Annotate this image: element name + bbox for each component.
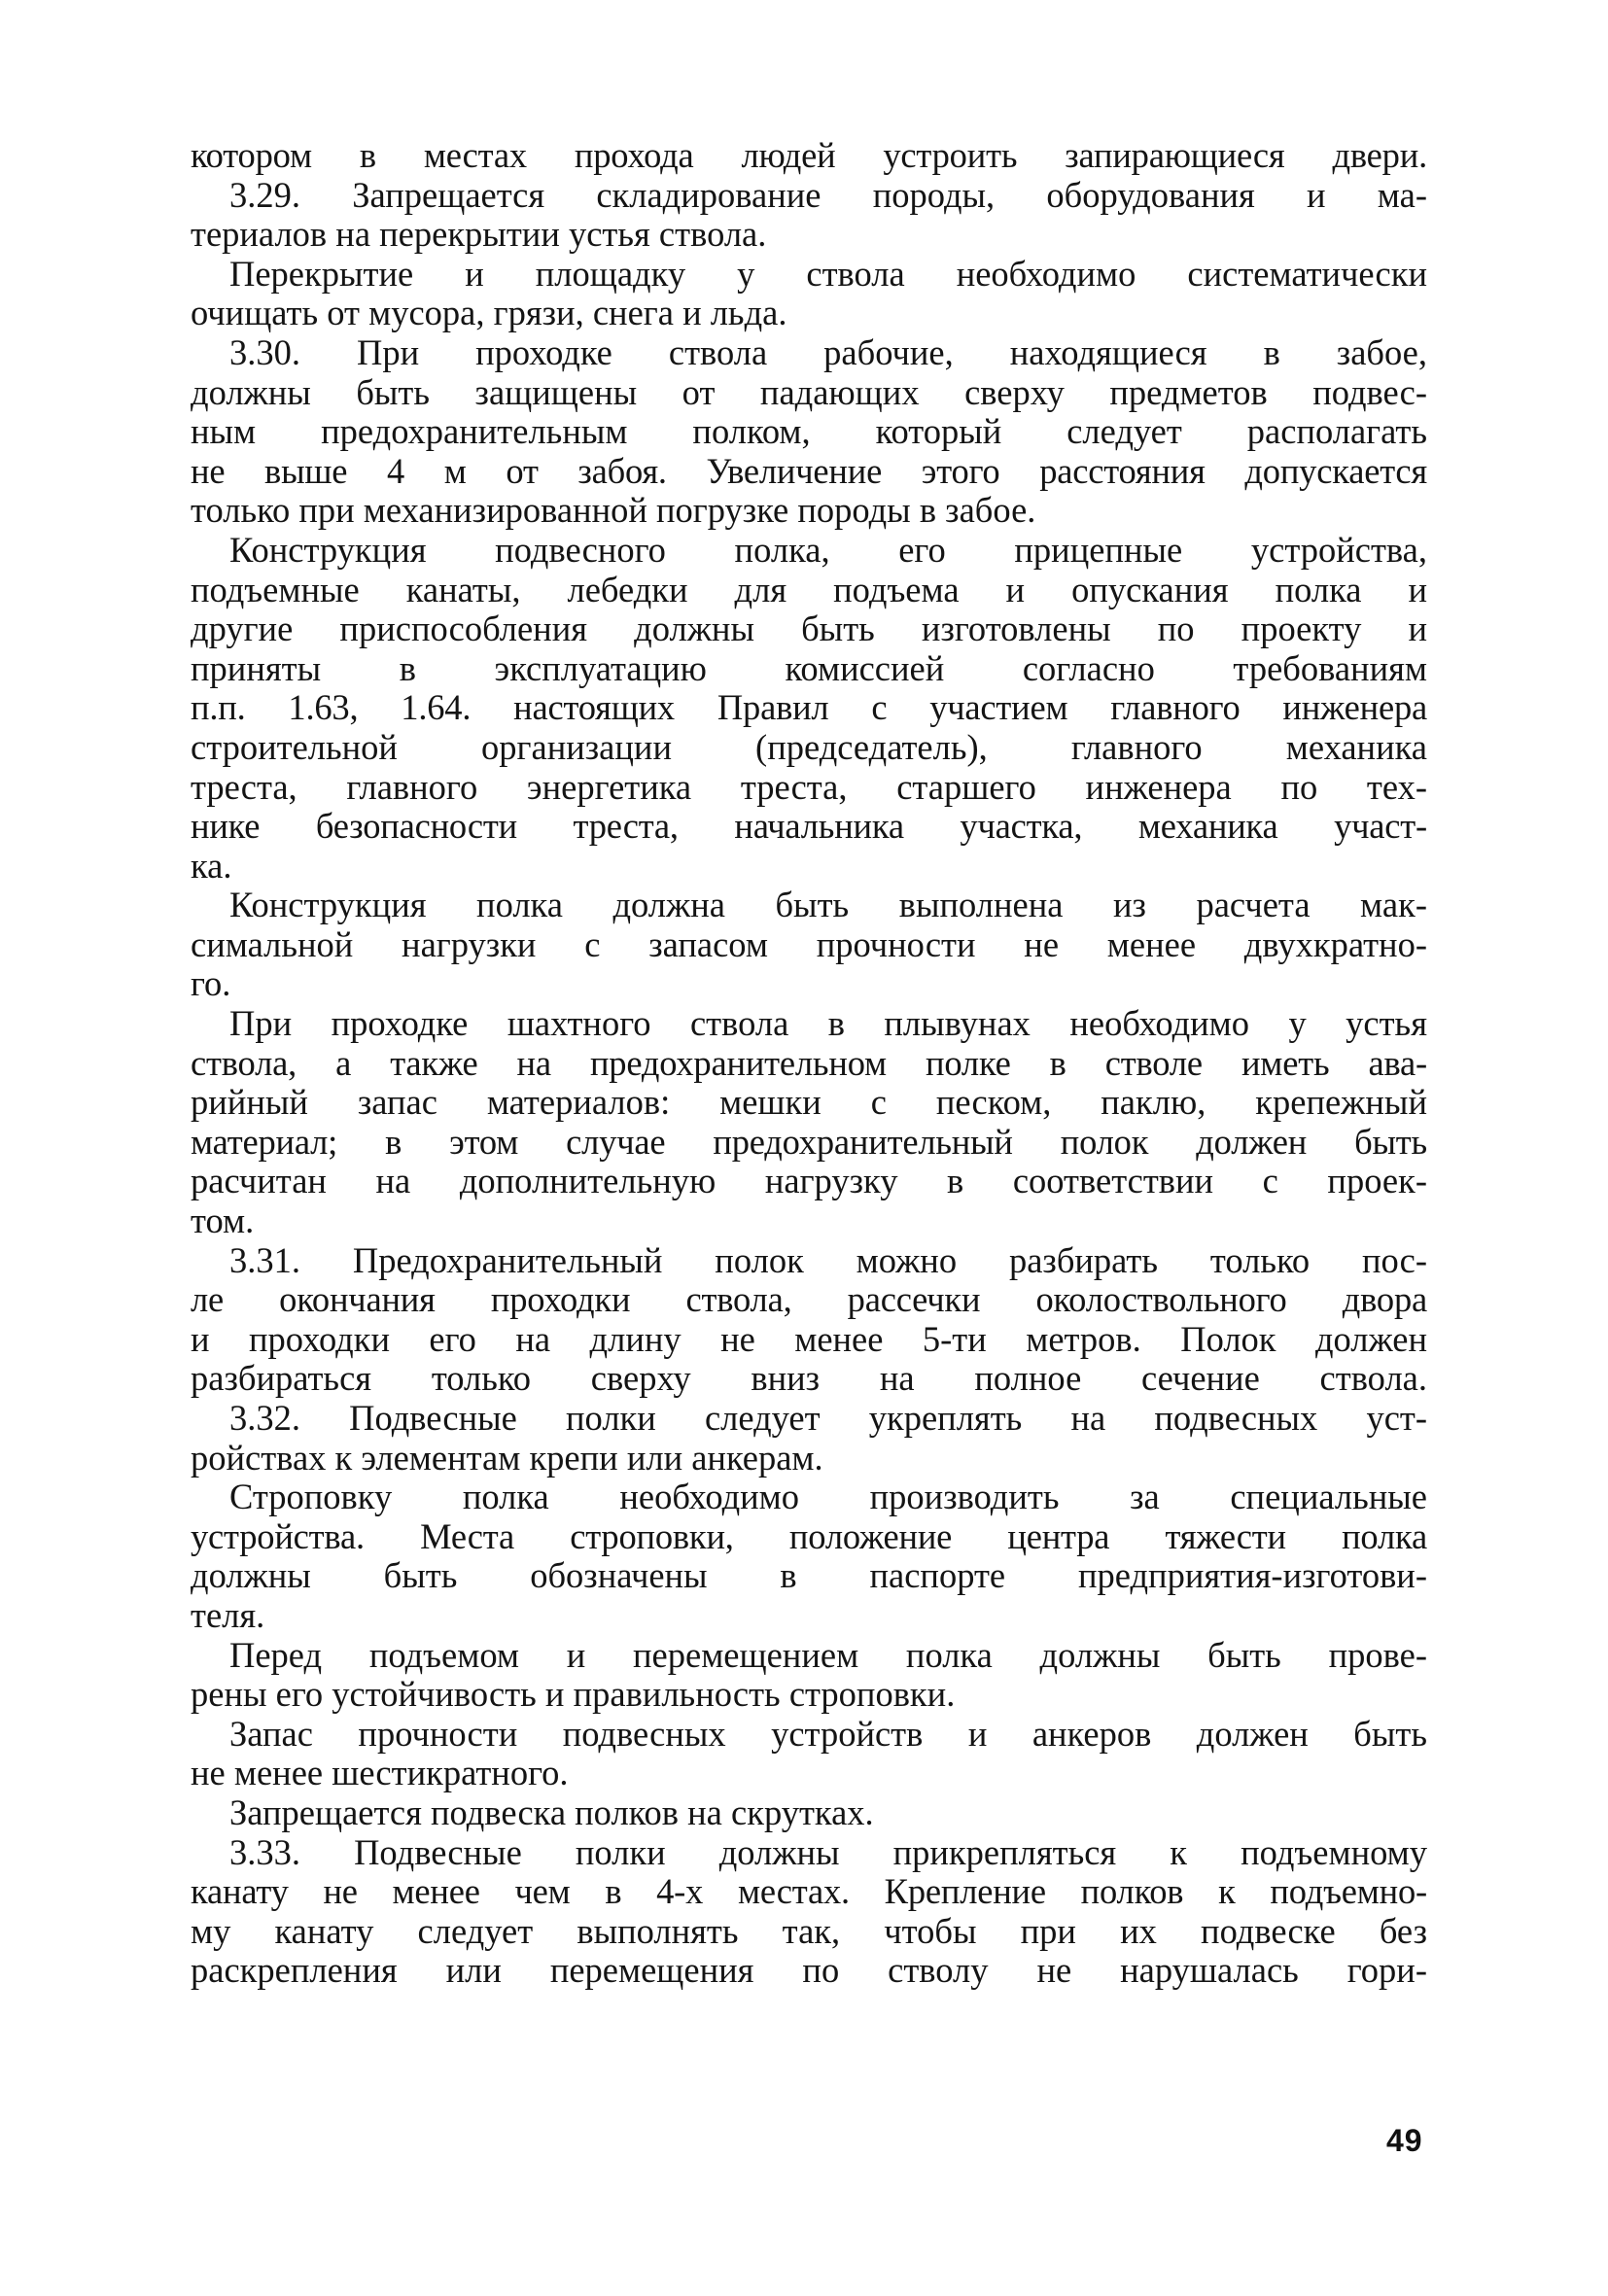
text-line: 3.30. При проходке ствола рабочие, находящиеся в забое, — [229, 331, 1427, 372]
text-line: ствола, а также на предохранительном полке в стволе иметь ава- — [191, 1042, 1427, 1083]
text-line: рены его устойчивость и правильность строповки. — [191, 1674, 956, 1715]
text-line: нике безопасности треста, начальника участка, механика участ- — [191, 806, 1427, 847]
text-line: теля. — [191, 1594, 265, 1635]
text-line: другие приспособления должны быть изготовлены по проекту и — [191, 609, 1427, 649]
text-line: должны быть обозначены в паспорте предприятия-изготови- — [191, 1555, 1427, 1596]
text-line: разбираться только сверху вниз на полное сечение ствола. — [191, 1358, 1427, 1399]
text-line: Запас прочности подвесных устройств и анкеров должен быть — [229, 1713, 1427, 1754]
text-line: 3.31. Предохранительный полок можно разбирать только пос- — [229, 1239, 1427, 1280]
text-line: материал; в этом случае предохранительный полок должен быть — [191, 1121, 1427, 1162]
text-line: При проходке шахтного ствола в плывунах необходимо у устья — [229, 1003, 1427, 1044]
document-page — [191, 136, 1427, 1991]
text-line: ка. — [191, 845, 232, 886]
text-line: ройствах к элементам крепи или анкерам. — [191, 1437, 823, 1478]
text-line: 3.32. Подвесные полки следует укреплять на подвесных уст- — [229, 1398, 1427, 1438]
text-line: канату не менее чем в 4-х местах. Крепление полков к подъемно- — [191, 1871, 1427, 1912]
text-line: расчитан на дополнительную нагрузку в соответствии с проек- — [191, 1161, 1427, 1201]
text-line: треста, главного энергетика треста, старшего инженера по тех- — [191, 766, 1427, 807]
text-line: Строповку полка необходимо производить за специальные — [229, 1477, 1427, 1517]
text-line: раскрепления или перемещения по стволу не нарушалась гори- — [191, 1950, 1427, 1991]
text-line: Перед подъемом и перемещением полка должны быть прове- — [229, 1634, 1427, 1675]
text-line: и проходки его на длину не менее 5-ти метров. Полок должен — [191, 1318, 1427, 1359]
text-line: 3.33. Подвесные полки должны прикрепляться к подъемному — [229, 1831, 1427, 1872]
text-line: только при механизированной погрузке породы в забое. — [191, 490, 1036, 531]
text-line: не выше 4 м от забоя. Увеличение этого расстояния допускается — [191, 450, 1427, 491]
text-line: строительной организации (председатель), главного механика — [191, 726, 1427, 767]
text-line: Конструкция подвесного полка, его прицепные устройства, — [229, 529, 1427, 570]
text-line: очищать от мусора, грязи, снега и льда. — [191, 293, 787, 333]
text-line: котором в местах прохода людей устроить запирающиеся двери. — [191, 135, 1427, 175]
text-line: подъемные канаты, лебедки для подъема и опускания полка и — [191, 569, 1427, 609]
page-number: 49 — [1386, 2123, 1423, 2158]
text-line: го. — [191, 963, 231, 1004]
text-line: Конструкция полка должна быть выполнена из расчета мак- — [229, 885, 1427, 925]
text-line: устройства. Места строповки, положение центра тяжести полка — [191, 1515, 1427, 1556]
text-line: п.п. 1.63, 1.64. настоящих Правил с участием главного инженера — [191, 687, 1427, 728]
text-line: Перекрытие и площадку у ствола необходимо систематически — [229, 253, 1427, 294]
text-line: должны быть защищены от падающих сверху предметов подвес- — [191, 371, 1427, 412]
text-line: ле окончания проходки ствола, рассечки околоствольного двора — [191, 1279, 1427, 1320]
text-line: Запрещается подвеска полков на скрутках. — [229, 1792, 874, 1832]
text-line: рийный запас материалов: мешки с песком, паклю, крепежный — [191, 1082, 1427, 1123]
text-line: 3.29. Запрещается складирование породы, оборудования и ма- — [229, 174, 1427, 215]
text-line: му канату следует выполнять так, чтобы при их подвеске без — [191, 1910, 1427, 1951]
text-line: ным предохранительным полком, который следует располагать — [191, 411, 1427, 452]
text-line: не менее шестикратного. — [191, 1753, 569, 1793]
text-line: териалов на перекрытии устья ствола. — [191, 214, 767, 255]
text-line: симальной нагрузки с запасом прочности не менее двухкратно- — [191, 923, 1427, 964]
text-line: том. — [191, 1200, 255, 1241]
text-line: приняты в эксплуатацию комиссией согласно требованиям — [191, 647, 1427, 688]
